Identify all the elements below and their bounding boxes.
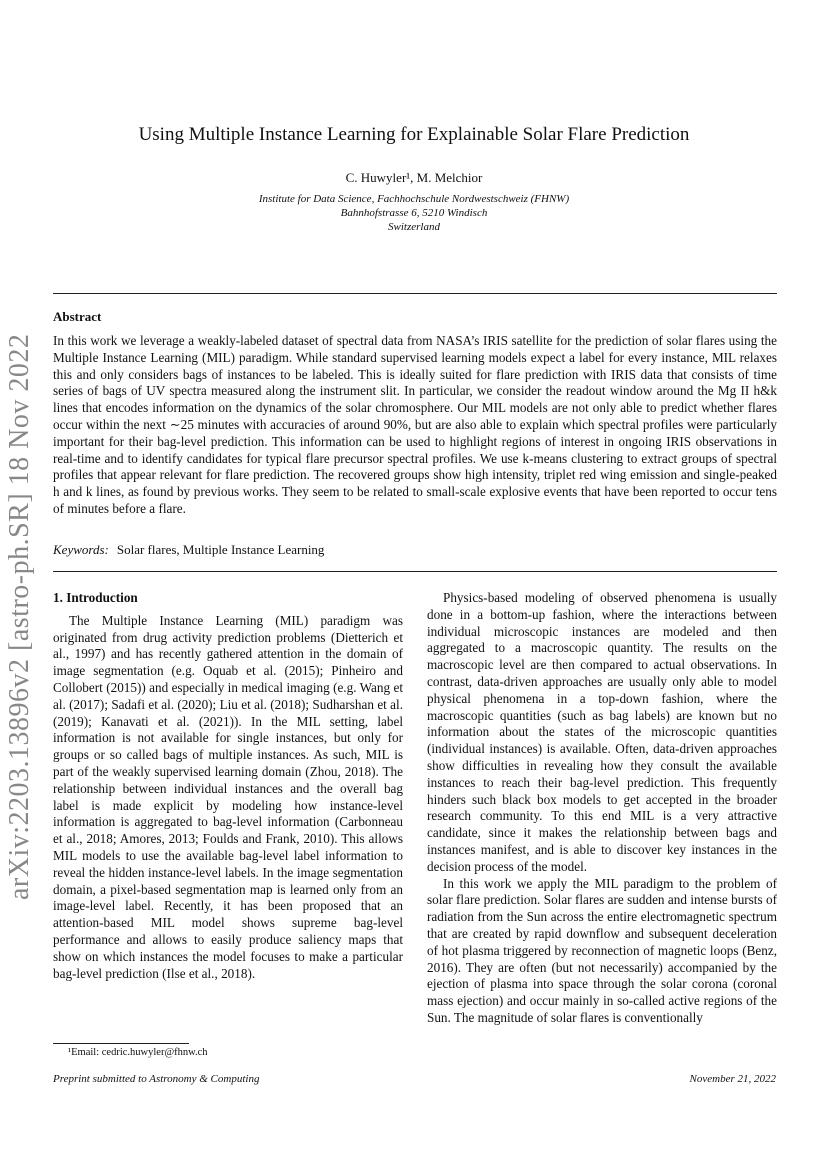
paper-title: Using Multiple Instance Learning for Explainable Solar Flare Prediction — [138, 124, 690, 145]
section-heading: 1. Introduction — [53, 590, 138, 605]
footnote: ¹Email: cedric.huwyler@fhnw.ch — [68, 1047, 208, 1058]
keywords-label: Keywords: — [53, 542, 109, 557]
keywords — [53, 542, 324, 558]
affiliation-line: Bahnhofstrasse 6, 5210 Windisch — [340, 207, 488, 219]
paragraph: Physics-based modeling of observed phenomena is usually done in a bottom-up fashion, where the interactions between individual microscopic instances are modeled and then aggregated to a macroscopic quantity. The results on the macroscopic level are then compared to actual observations. In contrast, data-driven approaches are usually only able to model physical phenomena in a top-down fashion, where the macroscopic quantities (such as bag labels) are known but no information about the states of the microscopic quantities (individual instances) is available. Often, data-driven approaches show difficulties in revealing how they consult the available instances to reach their bag-level prediction. This frequently hinders such black box models to get accepted in the broader research community. To this end MIL is a very attractive candidate, since it makes the relationship between bags and instances manifest, and is able to discover key instances in the decision process of the model. — [427, 590, 777, 874]
right-column — [427, 590, 777, 1027]
paragraph: The Multiple Instance Learning (MIL) paradigm was originated from drug activity prediction problems (Dietterich et al., 1997) and has recently gathered attention in the domain of image segmentation (e.g. Oquab et al. (2015); Pinheiro and Collobert (2015)) and especially in medical imaging (e.g. Wang et al. (2017); Sadafi et al. (2020); Liu et al. (2018); Sudharshan et al. (2019); Kanavati et al. (2021)). In the MIL setting, label information is not available for single instances, but only for groups or so called bags of multiple instances. As such, MIL is part of the weakly supervised learning domain (Zhou, 2018). The relationship between individual instances and the overall bag label is made explicit by modeling how instance-level information is aggregated to bag-level information (Carbonneau et al., 2018; Amores, 2013; Foulds and Frank, 2010). This allows MIL models to use the available bag-level label information to reveal the hidden instance-level labels. In the image segmentation domain, a pixel-based segmentation map is learned only from an image-level label. Recently, it has been proposed that an attention-based MIL model shows supreme bag-level performance and allows to easily produce saliency maps that show on which instances the model focuses to make a particular bag-level prediction (Ilse et al., 2018). — [53, 612, 403, 981]
paragraph: In this work we apply the MIL paradigm to the problem of solar flare prediction. Solar flares are sudden and intense bursts of radiation from the Sun across the entire electromagnetic spectrum that are created by rapid downflow and subsequent deceleration of hot plasma triggered by reconnection of magnetic loops (Benz, 2016). They are often (but not necessarily) accompanied by the ejection of plasma into space through the solar corona (coronal mass ejection) and occur mainly in so-called active regions of the Sun. The magnitude of solar flares is conventionally — [427, 875, 777, 1025]
bottom-rule — [53, 571, 777, 572]
abstract-text: In this work we leverage a weakly-labeled dataset of spectral data from NASA’s IRIS satellite for the prediction of solar flares using the Multiple Instance Learning (MIL) paradigm. While standard supervised learning models expect a label for every instance, MIL relaxes this and only considers bags of instances to be labeled. This is ideally suited for flare prediction with IRIS data that consists of time series of bags of UV spectra measured along the instrument slit. In particular, we consider the readout window around the Mg II h&k lines that encodes information on the dynamics of the solar chromosphere. Our MIL models are not only able to predict whether flares occur within the next ∼25 minutes with accuracies of around 90%, but are also able to explain which spectral profiles were particularly important for their bag-level prediction. This information can be used to highlight regions of interest in ongoing IRIS observations in real-time and to identify candidates for typical flare precursor spectral profiles. We use k-means clustering to extract groups of spectral profiles that appear relevant for flare prediction. The recovered groups show high intensity, triplet red wing emission and single-peaked h and k lines, as found by previous works. They seem to be related to small-scale explosive events that have been reported to occur tens of minutes before a flare. — [53, 333, 777, 516]
affiliation-line: Institute for Data Science, Fachhochschule Nordwestschweiz (FHNW) — [258, 193, 570, 205]
affiliation-line: Switzerland — [388, 221, 440, 233]
keywords-value: Solar flares, Multiple Instance Learning — [116, 542, 325, 557]
top-rule — [53, 293, 777, 294]
left-column — [53, 590, 403, 982]
arxiv-stamp: arXiv:2203.13896v2 [astro-ph.SR] 18 Nov 2022 — [4, 333, 35, 900]
footnote-rule — [53, 1043, 189, 1044]
footer-journal: Preprint submitted to Astronomy & Computing — [53, 1073, 260, 1085]
abstract-heading: Abstract — [53, 309, 102, 324]
affiliation — [0, 192, 828, 234]
authors: C. Huwyler¹, M. Melchior — [345, 170, 483, 185]
footer-date: November 21, 2022 — [689, 1073, 776, 1085]
